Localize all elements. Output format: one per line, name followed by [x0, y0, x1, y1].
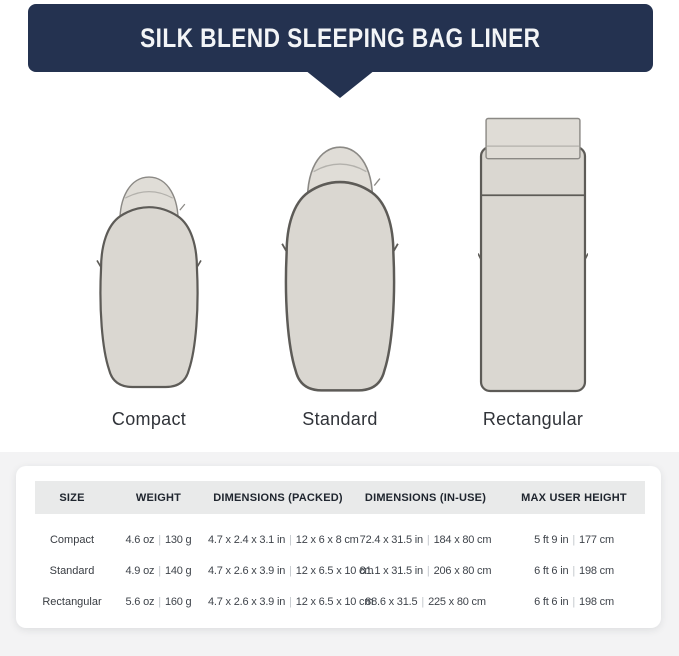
value-divider: |	[572, 533, 576, 546]
inuse-metric: 225 x 80 cm	[428, 595, 486, 608]
cell-size: Standard	[49, 564, 95, 577]
inuse-metric: 184 x 80 cm	[433, 533, 492, 546]
height-metric: 198 cm	[579, 564, 614, 577]
value-divider: |	[572, 595, 576, 608]
weight-metric: 130 g	[164, 533, 192, 546]
packed-imperial: 4.7 x 2.6 x 3.9 in	[208, 595, 286, 608]
value-divider: |	[289, 564, 292, 577]
weight-imperial: 5.6 oz	[125, 595, 155, 608]
packed-imperial: 4.7 x 2.4 x 3.1 in	[208, 533, 286, 546]
value-divider: |	[421, 595, 425, 608]
cell-max-user-height	[503, 596, 645, 608]
cell-size: Rectangular	[42, 595, 102, 608]
cell-dimensions-packed	[208, 595, 374, 608]
packed-metric: 12 x 6.5 x 10 cm	[295, 595, 374, 608]
weight-metric: 160 g	[164, 595, 192, 608]
rectangular-liner-icon	[478, 117, 588, 393]
packed-metric: 12 x 6.5 x 10 cm	[295, 564, 374, 577]
cell-size: Compact	[49, 533, 95, 546]
column-header-weight: WEIGHT	[135, 491, 182, 504]
cell-weight	[109, 565, 208, 577]
spec-card	[16, 466, 661, 628]
column-header-dimensions-inuse: DIMENSIONS (IN-USE)	[364, 491, 487, 504]
weight-imperial: 4.9 oz	[125, 564, 155, 577]
table-row-standard	[35, 555, 645, 586]
cell-weight	[109, 534, 208, 546]
page-title: SILK BLEND SLEEPING BAG LINER	[140, 22, 541, 53]
packed-imperial: 4.7 x 2.6 x 3.9 in	[208, 564, 286, 577]
inuse-imperial: 88.6 x 31.5	[365, 595, 418, 608]
cell-dimensions-inuse	[348, 565, 503, 577]
value-divider: |	[572, 564, 576, 577]
cell-max-user-height	[503, 565, 645, 577]
value-divider: |	[158, 564, 161, 577]
cell-dimensions-packed	[208, 533, 359, 546]
table-row-compact	[35, 524, 645, 555]
compact-liner-icon	[96, 170, 202, 391]
cell-dimensions-inuse	[348, 534, 503, 546]
value-divider: |	[426, 564, 430, 577]
standard-liner-icon	[281, 139, 399, 395]
spec-section	[0, 452, 679, 656]
height-imperial: 5 ft 9 in	[534, 533, 569, 546]
variant-label-compact: Compact	[111, 409, 187, 429]
table-row-rectangular	[35, 586, 645, 617]
value-divider: |	[289, 595, 292, 608]
spec-table-body	[35, 524, 645, 617]
value-divider: |	[426, 533, 430, 546]
inuse-imperial: 72.4 x 31.5 in	[359, 533, 423, 546]
height-metric: 177 cm	[579, 533, 614, 546]
cell-dimensions-inuse	[348, 596, 503, 608]
column-header-size: SIZE	[59, 491, 85, 504]
packed-metric: 12 x 6 x 8 cm	[295, 533, 359, 546]
variant-label-standard: Standard	[302, 409, 378, 429]
height-imperial: 6 ft 6 in	[534, 564, 569, 577]
inuse-metric: 206 x 80 cm	[433, 564, 492, 577]
value-divider: |	[289, 533, 292, 546]
height-imperial: 6 ft 6 in	[534, 595, 569, 608]
spec-table-header-row	[35, 481, 645, 514]
weight-imperial: 4.6 oz	[125, 533, 155, 546]
height-metric: 198 cm	[579, 595, 614, 608]
value-divider: |	[158, 533, 161, 546]
cell-dimensions-packed	[208, 564, 374, 577]
column-header-dimensions-packed: DIMENSIONS (PACKED)	[213, 491, 343, 504]
column-header-max-user-height: MAX USER HEIGHT	[521, 491, 627, 504]
inuse-imperial: 81.1 x 31.5 in	[359, 564, 423, 577]
cell-weight	[109, 596, 208, 608]
cell-max-user-height	[503, 534, 645, 546]
value-divider: |	[158, 595, 161, 608]
variant-label-rectangular: Rectangular	[482, 409, 584, 429]
weight-metric: 140 g	[164, 564, 192, 577]
